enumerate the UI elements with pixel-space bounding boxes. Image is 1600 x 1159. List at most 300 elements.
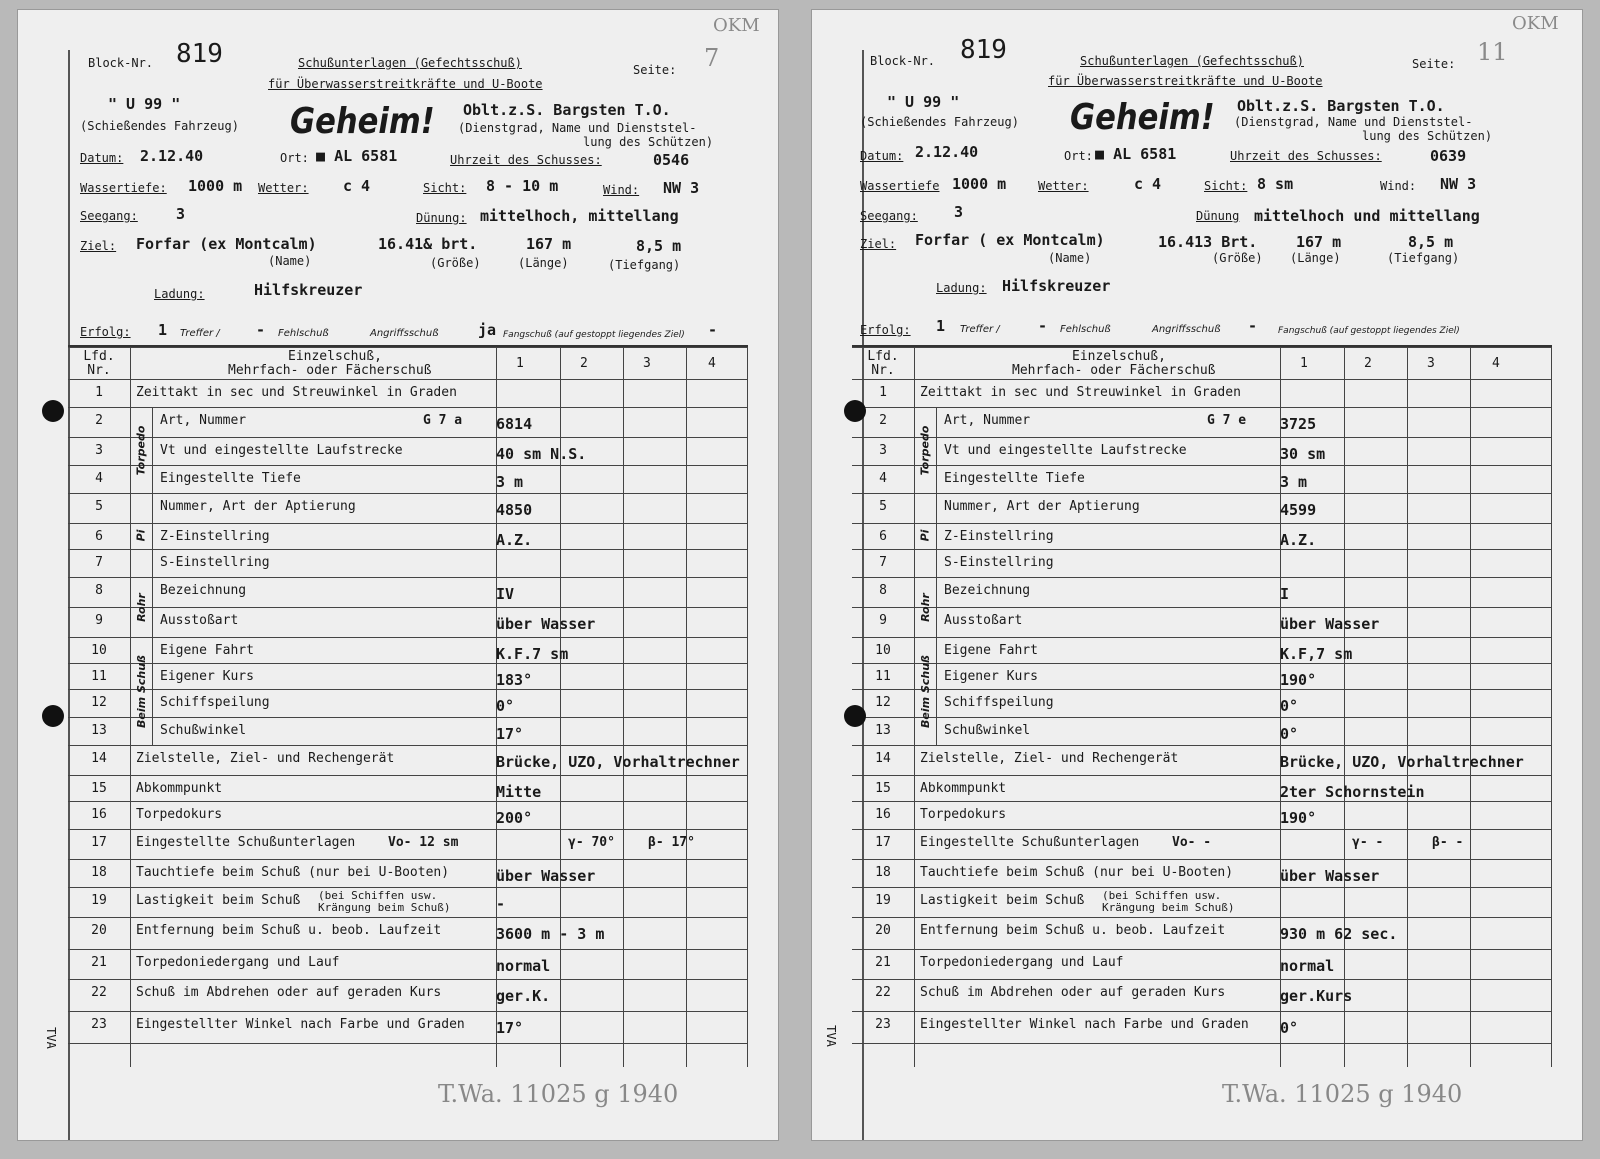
table-rule <box>852 917 1552 918</box>
vo-value: Vo- - <box>1172 835 1212 850</box>
shooter: Oblt.z.S. Bargsten T.O. <box>1237 97 1445 115</box>
table-column-rule <box>623 347 624 1067</box>
wassertiefe-value: 1000 m <box>188 177 243 195</box>
block-label: Block-Nr. <box>870 54 936 68</box>
row-description: Tauchtiefe beim Schuß (nur bei U-Booten) <box>920 865 1234 880</box>
row-value: über Wasser <box>496 615 596 633</box>
table-rule <box>852 577 1552 578</box>
row-number: 10 <box>875 643 891 658</box>
row-description: Vt und eingestellte Laufstrecke <box>944 443 1187 458</box>
table-rule <box>852 887 1552 888</box>
table-rule <box>68 663 748 664</box>
row-description: Art, Nummer <box>944 413 1031 428</box>
row-description: Zielstelle, Ziel- und Rechengerät <box>920 751 1179 766</box>
row-description: Vt und eingestellte Laufstrecke <box>160 443 403 458</box>
table-column-rule <box>1344 347 1345 1067</box>
table-rule <box>68 949 748 950</box>
uhrzeit-value: 0639 <box>1430 147 1467 165</box>
header-mehrfach: Mehrfach- oder Fächerschuß <box>228 363 432 378</box>
row-number: 21 <box>875 955 891 970</box>
seite-value: 7 <box>704 44 720 72</box>
row-number: 12 <box>91 695 107 710</box>
gamma-value: γ- - <box>1352 835 1384 850</box>
ladung-value: Hilfskreuzer <box>254 281 363 299</box>
header-nr: Nr. <box>871 363 895 378</box>
header-nr: Nr. <box>87 363 111 378</box>
row-description: Bezeichnung <box>160 583 247 598</box>
table-rule <box>68 437 748 438</box>
ziel-tiefgang: 8,5 m <box>636 237 682 255</box>
table-rule <box>852 607 1552 608</box>
beta-value: β- 17° <box>648 835 695 850</box>
row-value: 0° <box>1280 1019 1299 1037</box>
angriff-value: ja <box>478 321 497 339</box>
row-description: Eigener Kurs <box>944 669 1038 684</box>
table-rule <box>852 493 1552 494</box>
sicht-value: 8 - 10 m <box>486 177 559 195</box>
cap-name: (Name) <box>268 254 312 268</box>
row-number: 11 <box>875 669 891 684</box>
wetter-label: Wetter: <box>258 181 309 195</box>
table-rule <box>852 523 1552 524</box>
row-number: 14 <box>91 751 107 766</box>
row-number: 20 <box>875 923 891 938</box>
row-number: 16 <box>91 807 107 822</box>
row-number: 13 <box>91 723 107 738</box>
corner-mark: OKM <box>713 15 760 36</box>
table-rule <box>852 465 1552 466</box>
table-rule <box>852 347 1552 348</box>
datum-label: Datum: <box>860 149 904 163</box>
ziel-label: Ziel: <box>860 237 897 251</box>
sicht-label: Sicht: <box>1204 179 1248 193</box>
header-col-1: 1 <box>1300 356 1308 371</box>
row-value: 930 m 62 sec. <box>1280 925 1398 943</box>
row-number: 4 <box>95 471 103 486</box>
fang-label: Fangschuß (auf gestoppt liegendes Ziel) <box>1278 326 1460 336</box>
table-rule <box>852 663 1552 664</box>
header-einzelschuss: Einzelschuß, <box>288 349 382 364</box>
cap-name: (Name) <box>1048 251 1092 265</box>
row-number: 13 <box>875 723 891 738</box>
ziel-groesse: 16.41& brt. <box>378 235 478 253</box>
row-value: Brücke, UZO, Vorhaltrechner <box>1280 753 1524 771</box>
group-label: Beim Schuß <box>918 654 932 728</box>
table-rule <box>68 775 748 776</box>
table-rule <box>68 379 748 380</box>
row-description: Z-Einstellring <box>160 529 270 544</box>
duenung-value: mittelhoch und mittellang <box>1254 207 1480 225</box>
row-description: Eigener Kurs <box>160 669 254 684</box>
wassertiefe-value: 1000 m <box>952 175 1007 193</box>
row-description: Schiffspeilung <box>160 695 270 710</box>
row-description: Torpedokurs <box>920 807 1007 822</box>
ziel-laenge: 167 m <box>526 235 572 253</box>
erfolg-treffer-count: 1 <box>158 321 168 339</box>
row-value: 3725 <box>1280 415 1317 433</box>
row-value: 3 m <box>1280 473 1308 491</box>
erfolg-treffer-label: Treffer / <box>180 328 220 339</box>
row-description: Schuß im Abdrehen oder auf geraden Kurs <box>920 985 1226 1000</box>
beta-value: β- - <box>1432 835 1464 850</box>
row-number: 21 <box>91 955 107 970</box>
table-rule <box>852 801 1552 802</box>
seite-label: Seite: <box>1412 57 1456 71</box>
ladung-value: Hilfskreuzer <box>1002 277 1111 295</box>
table-rule <box>852 437 1552 438</box>
table-rule <box>68 407 748 408</box>
wetter-value: c 4 <box>1134 175 1162 193</box>
header-lfd: Lfd. <box>83 349 115 364</box>
row-value: normal <box>496 957 551 975</box>
table-column-rule <box>686 347 687 1067</box>
row-description: Entfernung beim Schuß u. beob. Laufzeit <box>136 923 442 938</box>
row-number: 15 <box>875 781 891 796</box>
geheim-stamp: Geheim! <box>1070 97 1215 138</box>
side-mark: TVA <box>43 1027 58 1049</box>
duenung-value: mittelhoch, mittellang <box>480 207 679 225</box>
archive-stamp: T.Wa. 11025 g 1940 <box>438 1080 679 1108</box>
row-number: 1 <box>879 385 887 400</box>
row-description: Lastigkeit beim Schuß <box>920 893 1085 908</box>
vessel-caption: (Schießendes Fahrzeug) <box>80 119 239 133</box>
table-rule <box>68 829 748 830</box>
table-rule <box>852 637 1552 638</box>
row-value: über Wasser <box>1280 867 1380 885</box>
angriff-label: Angriffsschuß <box>370 328 439 339</box>
row-number: 7 <box>879 555 887 570</box>
header-col-2: 2 <box>580 356 588 371</box>
shot-table <box>852 345 1552 1067</box>
row-number: 6 <box>879 529 887 544</box>
punch-hole <box>42 705 64 727</box>
row-description: Eigene Fahrt <box>944 643 1038 658</box>
row-value: A.Z. <box>496 531 533 549</box>
group-rule <box>936 407 937 745</box>
row-description: Abkommpunkt <box>920 781 1007 796</box>
row-number: 9 <box>95 613 103 628</box>
gamma-value: γ- 70° <box>568 835 615 850</box>
punch-hole <box>844 400 866 422</box>
row-number: 11 <box>91 669 107 684</box>
erfolg-label: Erfolg: <box>80 325 131 339</box>
vessel-caption: (Schießendes Fahrzeug) <box>860 115 1019 129</box>
wind-value: NW 3 <box>663 179 700 197</box>
row-description: Schußwinkel <box>944 723 1031 738</box>
punch-hole <box>42 400 64 422</box>
row-value: über Wasser <box>1280 615 1380 633</box>
row-value: 190° <box>1280 809 1317 827</box>
table-rule <box>68 689 748 690</box>
header-lfd: Lfd. <box>867 349 899 364</box>
row-value: 17° <box>496 1019 524 1037</box>
fang-label: Fangschuß (auf gestoppt liegendes Ziel) <box>503 330 685 340</box>
row-description: Schußwinkel <box>160 723 247 738</box>
torpedo-type: G 7 a <box>423 413 463 428</box>
ziel-name: Forfar (ex Montcalm) <box>136 235 317 253</box>
erfolg-fehl-count: - <box>256 321 266 339</box>
table-column-rule <box>747 347 748 1067</box>
row-number: 18 <box>875 865 891 880</box>
fang-value: - <box>708 321 718 339</box>
vessel: " U 99 " <box>887 93 960 111</box>
geheim-stamp: Geheim! <box>290 101 435 142</box>
row19-note-2: Krängung beim Schuß) <box>1102 901 1235 914</box>
datum-value: 2.12.40 <box>140 147 204 165</box>
row-number: 19 <box>91 893 107 908</box>
row-value: 2ter Schornstein <box>1280 783 1425 801</box>
row-description: Torpedokurs <box>136 807 223 822</box>
header-col-2: 2 <box>1364 356 1372 371</box>
table-rule <box>68 801 748 802</box>
row-description: Schuß im Abdrehen oder auf geraden Kurs <box>136 985 442 1000</box>
erfolg-treffer-count: 1 <box>936 317 946 335</box>
row-number: 7 <box>95 555 103 570</box>
header-einzelschuss: Einzelschuß, <box>1072 349 1166 364</box>
row-number: 23 <box>91 1017 107 1032</box>
header-col-3: 3 <box>1427 356 1435 371</box>
table-rule <box>68 493 748 494</box>
ort-value: ■ AL 6581 <box>316 147 398 165</box>
table-rule <box>852 407 1552 408</box>
row-value: 4599 <box>1280 501 1317 519</box>
header-col-4: 4 <box>708 356 716 371</box>
ort-label: Ort: <box>1064 149 1093 163</box>
table-rule <box>852 717 1552 718</box>
group-label: Torpedo <box>134 425 148 475</box>
row-description: Eingestellte Schußunterlagen <box>920 835 1140 850</box>
row19-note-2: Krängung beim Schuß) <box>318 901 451 914</box>
table-rule <box>852 379 1552 380</box>
table-rule <box>852 829 1552 830</box>
erfolg-fehl-label: Fehlschuß <box>278 328 329 339</box>
row-value: über Wasser <box>496 867 596 885</box>
table-rule <box>852 859 1552 860</box>
row-value: Brücke, UZO, Vorhaltrechner <box>496 753 740 771</box>
torpedo-type: G 7 e <box>1207 413 1247 428</box>
sicht-label: Sicht: <box>423 181 467 195</box>
table-rule <box>68 917 748 918</box>
ziel-groesse: 16.413 Brt. <box>1158 233 1258 251</box>
seegang-value: 3 <box>176 205 186 223</box>
row-description: Ausstoßart <box>160 613 239 628</box>
table-column-rule <box>1407 347 1408 1067</box>
shooter-caption: (Dienstgrad, Name und Dienststel- <box>458 121 697 135</box>
wind-value: NW 3 <box>1440 175 1477 193</box>
row-number: 6 <box>95 529 103 544</box>
row-number: 1 <box>95 385 103 400</box>
row-value: 4850 <box>496 501 533 519</box>
row-value: 190° <box>1280 671 1317 689</box>
cap-groesse: (Größe) <box>430 256 481 270</box>
row-value: 0° <box>1280 697 1299 715</box>
table-rule <box>68 637 748 638</box>
ort-value: ■ AL 6581 <box>1095 145 1177 163</box>
row-number: 14 <box>875 751 891 766</box>
erfolg-fehl-label: Fehlschuß <box>1060 324 1111 335</box>
row19-note: (bei Schiffen usw. <box>1102 889 1222 902</box>
seegang-value: 3 <box>954 203 964 221</box>
table-rule <box>68 979 748 980</box>
row-value: 30 sm <box>1280 445 1326 463</box>
row-number: 3 <box>879 443 887 458</box>
table-rule <box>852 1011 1552 1012</box>
datum-label: Datum: <box>80 151 124 165</box>
table-rule <box>852 689 1552 690</box>
cap-groesse: (Größe) <box>1212 251 1263 265</box>
row-value: 3600 m - 3 m <box>496 925 605 943</box>
table-rule <box>852 775 1552 776</box>
cap-tiefgang: (Tiefgang) <box>608 258 681 272</box>
row-description: Eingestellter Winkel nach Farbe und Graden <box>920 1017 1249 1032</box>
cap-tiefgang: (Tiefgang) <box>1387 251 1460 265</box>
table-rule <box>68 607 748 608</box>
wassertiefe-label: Wassertiefe <box>860 179 940 193</box>
ziel-name: Forfar ( ex Montcalm) <box>915 231 1105 249</box>
table-rule <box>68 887 748 888</box>
block-number: 819 <box>176 39 223 69</box>
duenung-label: Dünung: <box>416 211 467 225</box>
row-description: Z-Einstellring <box>944 529 1054 544</box>
table-rule <box>68 859 748 860</box>
row-number: 22 <box>875 985 891 1000</box>
row-value: 17° <box>496 725 524 743</box>
vessel: " U 99 " <box>108 95 181 113</box>
vo-value: Vo- 12 sm <box>388 835 459 850</box>
table-rule <box>68 745 748 746</box>
wassertiefe-label: Wassertiefe: <box>80 181 167 195</box>
group-label: Beim Schuß <box>134 654 148 728</box>
angriff-value: - <box>1248 317 1258 335</box>
row-description: Zeittakt in sec und Streuwinkel in Graden <box>136 385 457 400</box>
ort-label: Ort: <box>280 151 309 165</box>
row-description: Ausstoßart <box>944 613 1023 628</box>
table-rule <box>852 979 1552 980</box>
cap-laenge: (Länge) <box>518 256 569 270</box>
shot-table <box>68 345 748 1067</box>
row-value: I <box>1280 585 1290 603</box>
row-description: Zeittakt in sec und Streuwinkel in Graden <box>920 385 1241 400</box>
row-value: 6814 <box>496 415 533 433</box>
row-value: 0° <box>496 697 515 715</box>
erfolg-label: Erfolg: <box>860 323 911 337</box>
row-number: 22 <box>91 985 107 1000</box>
row-value: K.F,7 sm <box>1280 645 1353 663</box>
table-rule <box>68 1011 748 1012</box>
row-description: S-Einstellring <box>160 555 270 570</box>
row-number: 16 <box>875 807 891 822</box>
row-value: 0° <box>1280 725 1299 743</box>
row-description: S-Einstellring <box>944 555 1054 570</box>
table-rule <box>852 949 1552 950</box>
row-number: 20 <box>91 923 107 938</box>
sicht-value: 8 sm <box>1257 175 1294 193</box>
table-rule <box>68 465 748 466</box>
wetter-value: c 4 <box>343 177 371 195</box>
group-label: Pi <box>134 529 148 541</box>
cap-laenge: (Länge) <box>1290 251 1341 265</box>
row-description: Abkommpunkt <box>136 781 223 796</box>
group-rule <box>152 407 153 745</box>
row-number: 18 <box>91 865 107 880</box>
group-label: Pi <box>918 529 932 541</box>
shooter-caption-2: lung des Schützen) <box>583 135 714 149</box>
row-value: normal <box>1280 957 1335 975</box>
row-value: ger.Kurs <box>1280 987 1353 1005</box>
row-number: 23 <box>875 1017 891 1032</box>
table-rule <box>68 717 748 718</box>
row-number: 2 <box>879 413 887 428</box>
row-description: Bezeichnung <box>944 583 1031 598</box>
form-subtitle: für Überwasserstreitkräfte und U-Boote <box>268 77 543 91</box>
row-description: Torpedoniedergang und Lauf <box>920 955 1124 970</box>
ladung-label: Ladung: <box>936 281 987 295</box>
ziel-laenge: 167 m <box>1296 233 1342 251</box>
row-description: Tauchtiefe beim Schuß (nur bei U-Booten) <box>136 865 450 880</box>
group-label: Rohr <box>134 592 148 622</box>
header-col-4: 4 <box>1492 356 1500 371</box>
wind-label: Wind: <box>603 183 640 197</box>
row-description: Eigene Fahrt <box>160 643 254 658</box>
wind-label: Wind: <box>1380 179 1417 193</box>
row-value: K.F.7 sm <box>496 645 569 663</box>
archive-stamp: T.Wa. 11025 g 1940 <box>1222 1080 1463 1108</box>
group-label: Torpedo <box>918 425 932 475</box>
row-number: 4 <box>879 471 887 486</box>
row-value: 3 m <box>496 473 524 491</box>
row-number: 8 <box>879 583 887 598</box>
angriff-label: Angriffsschuß <box>1152 324 1221 335</box>
row-number: 8 <box>95 583 103 598</box>
row-description: Eingestellte Tiefe <box>944 471 1085 486</box>
row-number: 12 <box>875 695 891 710</box>
row-description: Art, Nummer <box>160 413 247 428</box>
row-number: 5 <box>95 499 103 514</box>
row-description: Entfernung beim Schuß u. beob. Laufzeit <box>920 923 1226 938</box>
corner-mark: OKM <box>1512 13 1559 34</box>
block-number: 819 <box>960 35 1007 65</box>
side-mark: TVA <box>823 1025 838 1047</box>
form-title: Schußunterlagen (Gefechtsschuß) <box>1080 54 1304 68</box>
row-value: 40 sm N.S. <box>496 445 587 463</box>
uhrzeit-label: Uhrzeit des Schusses: <box>450 153 602 167</box>
table-rule <box>852 1043 1552 1044</box>
uhrzeit-label: Uhrzeit des Schusses: <box>1230 149 1382 163</box>
erfolg-fehl-count: - <box>1038 317 1048 335</box>
table-rule <box>68 577 748 578</box>
shooter: Oblt.z.S. Bargsten T.O. <box>463 101 671 119</box>
table-column-rule <box>1551 347 1552 1067</box>
table-column-rule <box>1470 347 1471 1067</box>
block-label: Block-Nr. <box>88 56 154 70</box>
row-number: 19 <box>875 893 891 908</box>
row-number: 10 <box>91 643 107 658</box>
row-number: 17 <box>875 835 891 850</box>
form-subtitle: für Überwasserstreitkräfte und U-Boote <box>1048 74 1323 88</box>
row-number: 17 <box>91 835 107 850</box>
row19-note: (bei Schiffen usw. <box>318 889 438 902</box>
row-description: Schiffspeilung <box>944 695 1054 710</box>
row-number: 2 <box>95 413 103 428</box>
header-col-1: 1 <box>516 356 524 371</box>
shooter-caption-2: lung des Schützen) <box>1362 129 1493 143</box>
row-description: Nummer, Art der Aptierung <box>160 499 356 514</box>
row-number: 3 <box>95 443 103 458</box>
row-description: Lastigkeit beim Schuß <box>136 893 301 908</box>
row-number: 15 <box>91 781 107 796</box>
row-description: Nummer, Art der Aptierung <box>944 499 1140 514</box>
seite-value: 11 <box>1477 38 1508 66</box>
